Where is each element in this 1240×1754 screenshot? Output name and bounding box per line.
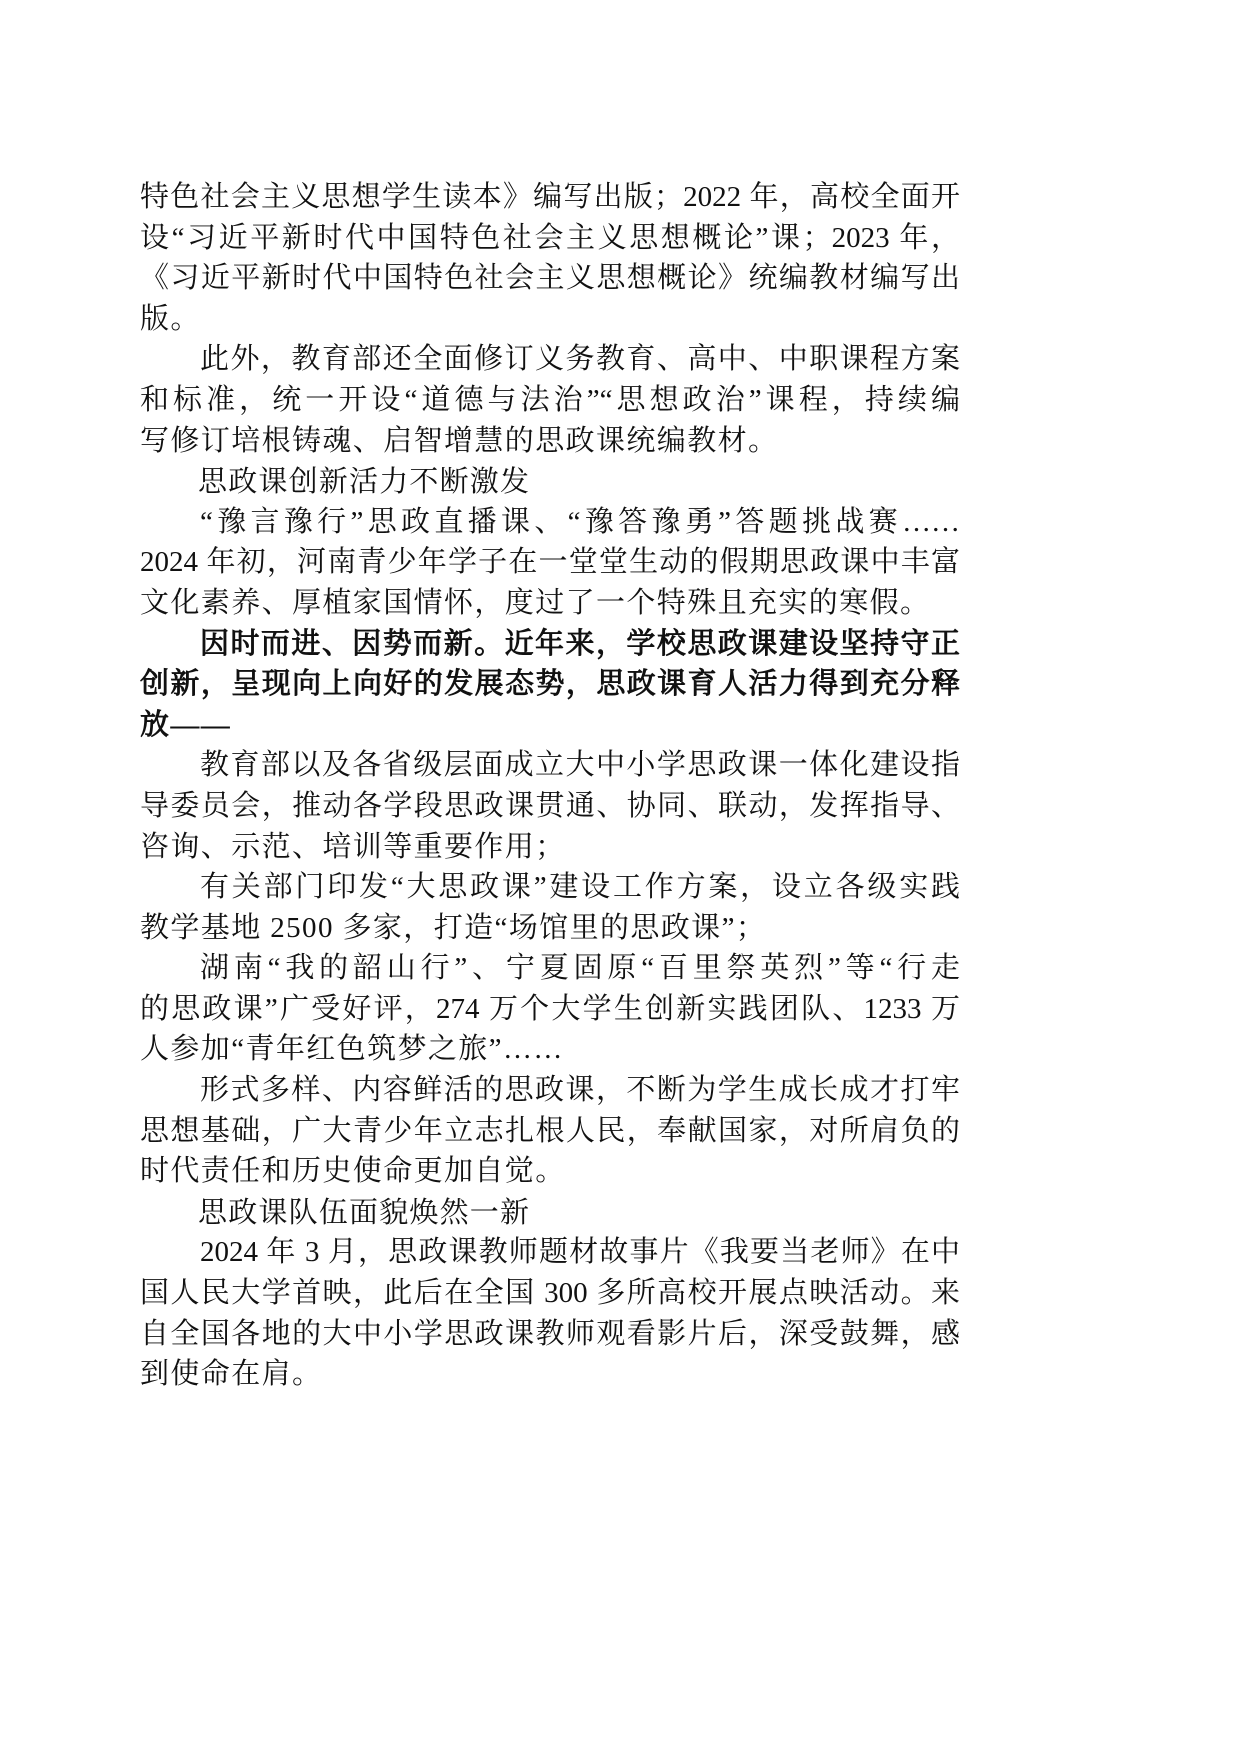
text-line: 到使命在肩。 <box>140 1358 323 1391</box>
text-line: 创新，呈现向上向好的发展态势，思政课育人活力得到充分释 <box>140 668 960 701</box>
paragraph-film <box>140 1232 960 1394</box>
text-line: 设“习近平新时代中国特色社会主义思想概论”课；2023 年， <box>140 221 960 254</box>
text-line: 《习近平新时代中国特色社会主义思想概论》统编教材编写出 <box>140 262 960 295</box>
text-line: 特色社会主义思想学生读本》编写出版；2022 年，高校全面开 <box>140 181 960 213</box>
text-line: 教学基地 2500 多家，打造“场馆里的思政课”； <box>140 911 767 944</box>
paragraph-forms <box>140 1070 960 1192</box>
text-line: 写修订培根铸魂、启智增慧的思政课统编教材。 <box>140 424 779 457</box>
text-line: 自全国各地的大中小学思政课教师观看影片后，深受鼓舞，感 <box>140 1317 960 1350</box>
paragraph-henan <box>140 502 960 624</box>
paragraph-lead <box>140 624 960 746</box>
paragraph-continued <box>140 177 960 339</box>
text-line: 的思政课”广受好评，274 万个大学生创新实践团队、1233 万 <box>140 992 960 1025</box>
text-line: “豫言豫行”思政直播课、“豫答豫勇”答题挑战赛…… <box>200 505 960 538</box>
text-line: 人参加“青年红色筑梦之旅”…… <box>140 1033 564 1066</box>
text-line: 湖南“我的韶山行”、宁夏固原“百里祭英烈”等“行走 <box>200 952 960 985</box>
paragraph-walking <box>140 948 960 1070</box>
paragraph-curriculum <box>140 339 960 461</box>
text-line: 2024 年 3 月，思政课教师题材故事片《我要当老师》在中 <box>200 1236 960 1269</box>
text-line: 版。 <box>140 302 201 335</box>
section-heading-teachers: 思政课队伍面貌焕然一新 <box>198 1194 531 1229</box>
paragraph-ministry <box>140 745 960 867</box>
text-line: 思想基础，广大青少年立志扎根人民，奉献国家，对所肩负的 <box>140 1114 960 1147</box>
text-line: 形式多样、内容鲜活的思政课，不断为学生成长成才打牢 <box>200 1074 960 1107</box>
text-line: 导委员会，推动各学段思政课贯通、协同、联动，发挥指导、 <box>140 789 960 822</box>
text-line: 时代责任和历史使命更加自觉。 <box>140 1155 566 1188</box>
text-line: 和标准，统一开设“道德与法治”“思想政治”课程，持续编 <box>140 383 960 416</box>
text-line: 2024 年初，河南青少年学子在一堂堂生动的假期思政课中丰富 <box>140 546 960 579</box>
text-line: 国人民大学首映，此后在全国 300 多所高校开展点映活动。来 <box>140 1277 960 1310</box>
paragraph-bases <box>140 867 960 948</box>
document-body <box>140 177 960 1395</box>
text-line: 有关部门印发“大思政课”建设工作方案，设立各级实践 <box>200 871 960 904</box>
text-line: 教育部以及各省级层面成立大中小学思政课一体化建设指 <box>200 749 960 782</box>
text-line: 咨询、示范、培训等重要作用； <box>140 830 566 863</box>
text-line: 此外，教育部还全面修订义务教育、高中、中职课程方案 <box>200 343 960 376</box>
text-line: 因时而进、因势而新。近年来，学校思政课建设坚持守正 <box>200 627 960 660</box>
text-line: 放—— <box>140 708 232 741</box>
section-heading-innovation: 思政课创新活力不断激发 <box>198 464 531 499</box>
text-line: 文化素养、厚植家国情怀，度过了一个特殊且充实的寒假。 <box>140 586 931 619</box>
